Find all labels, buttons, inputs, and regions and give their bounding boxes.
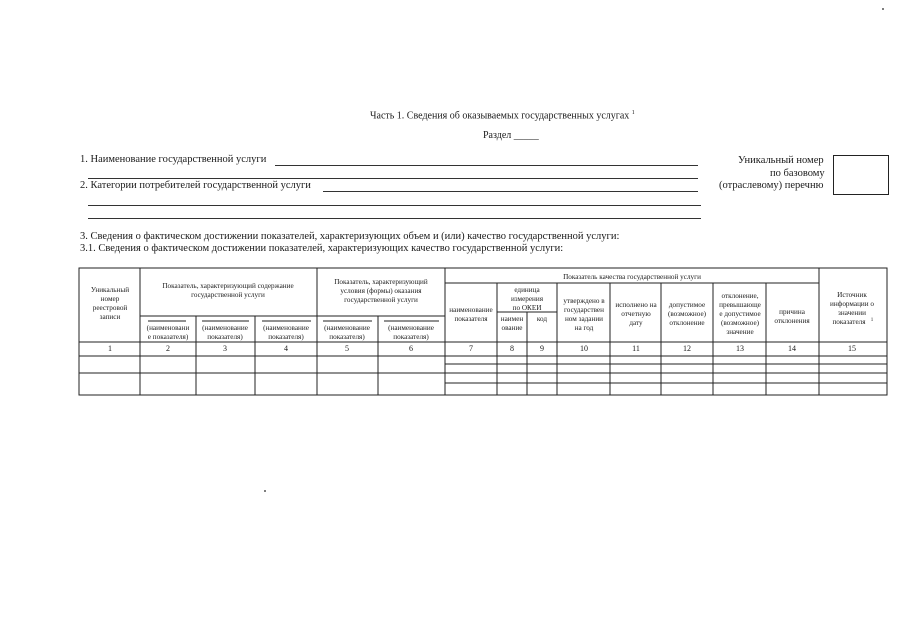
- executed-l2: отчетную: [621, 310, 651, 318]
- item3-label: 3. Сведения о фактическом достижении показателей, характеризующих объем и (или) качество государственной услуги:: [80, 231, 620, 242]
- item1-label: 1. Наименование государственной услуги: [80, 154, 267, 165]
- subname-col4-l1: (наименование: [263, 324, 309, 332]
- col1-header-l2: номер: [100, 295, 120, 303]
- subname-col6-l2: показателя): [393, 333, 429, 341]
- col-number-12: 12: [683, 344, 691, 353]
- col1-header-l3: реестровой: [92, 304, 128, 312]
- group-conditions-l1: Показатель, характеризующий: [334, 278, 428, 286]
- indicator-name-l2: показателя: [454, 315, 488, 323]
- col-number-15: 15: [848, 344, 856, 353]
- unit-name-l1: наимен: [500, 315, 524, 323]
- approved-l2: государствен: [564, 306, 604, 314]
- col-number-8: 8: [510, 344, 514, 353]
- allowed-dev-l1: допустимое: [668, 301, 706, 309]
- subname-col6-l1: (наименование: [388, 324, 434, 332]
- unit-code: код: [536, 315, 548, 323]
- reason-l1: причина: [779, 308, 805, 316]
- subname-col3-l2: показателя): [207, 333, 243, 341]
- group-content-l2: государственной услуги: [191, 291, 265, 299]
- group-quality: Показатель качества государственной услуги: [563, 273, 701, 281]
- part-title-text: Часть 1. Сведения об оказываемых государственных услугах: [370, 110, 630, 122]
- unit-name-l2: ование: [501, 324, 523, 332]
- source-l2: информации о: [829, 300, 875, 308]
- okei-l3: по ОКЕИ: [512, 304, 542, 312]
- col1-header-l4: записи: [99, 313, 121, 321]
- source-l3: значении: [838, 309, 866, 317]
- item2-label: 2. Категории потребителей государственной услуги: [80, 180, 311, 191]
- group-content-l1: Показатель, характеризующий содержание: [162, 282, 294, 290]
- exceed-dev-l3: е допустимое: [719, 310, 761, 318]
- unique-number-line2: по базовому: [770, 168, 825, 179]
- subname-col4-l2: показателя): [268, 333, 304, 341]
- col-number-6: 6: [409, 344, 413, 353]
- part-title-footnote: 1: [631, 110, 635, 116]
- col-number-14: 14: [788, 344, 796, 353]
- scan-speck-2: [264, 490, 266, 492]
- group-conditions-l3: государственной услуги: [344, 296, 418, 304]
- approved-l1: утверждено в: [563, 297, 605, 305]
- allowed-dev-l2: (возможное): [667, 310, 707, 318]
- col1-header-l1: Уникальный: [90, 286, 130, 294]
- subname-col3-l1: (наименование: [202, 324, 248, 332]
- allowed-dev-l3: отклонение: [669, 319, 705, 327]
- executed-l3: дату: [629, 319, 643, 327]
- col-number-4: 4: [284, 344, 288, 353]
- okei-l2: измерения: [510, 295, 544, 303]
- scan-speck-1: [882, 8, 884, 10]
- reason-l2: отклонения: [774, 317, 810, 325]
- unique-number-line3: (отраслевому) перечню: [719, 180, 824, 191]
- col-number-7: 7: [469, 344, 473, 353]
- indicator-name-l1: наименование: [449, 306, 493, 314]
- col-number-1: 1: [108, 344, 112, 353]
- unique-number-line1: Уникальный номер: [738, 155, 824, 166]
- group-conditions-l2: условия (формы) оказания: [340, 287, 422, 295]
- col-number-2: 2: [166, 344, 170, 353]
- subname-col5-l1: (наименование: [324, 324, 370, 332]
- exceed-dev-l2: превышающе: [719, 301, 761, 309]
- executed-l1: исполнено на: [615, 301, 657, 309]
- col-number-11: 11: [632, 344, 640, 353]
- col-number-9: 9: [540, 344, 544, 353]
- col-number-3: 3: [223, 344, 227, 353]
- exceed-dev-l5: значение: [726, 328, 754, 336]
- source-footnote: 1: [870, 318, 874, 323]
- col-number-13: 13: [736, 344, 744, 353]
- okei-l1: единица: [514, 286, 540, 294]
- source-l1: Источник: [837, 291, 867, 299]
- source-l4: показателя: [832, 318, 866, 326]
- subname-col5-l2: показателя): [329, 333, 365, 341]
- approved-l4: на год: [574, 324, 594, 332]
- section-label-text: Раздел: [483, 130, 512, 141]
- exceed-dev-l4: (возможное): [720, 319, 760, 327]
- subname-col2-l2: е показателя): [147, 333, 189, 341]
- col-number-5: 5: [345, 344, 349, 353]
- subname-col2-l1: (наименовани: [146, 324, 190, 332]
- section-blank: _____: [513, 130, 539, 141]
- item31-label: 3.1. Сведения о фактическом достижении показателей, характеризующих качество государственной услуги:: [80, 243, 564, 254]
- approved-l3: ном задании: [564, 315, 604, 323]
- col-number-10: 10: [580, 344, 588, 353]
- exceed-dev-l1: отклонение,: [721, 292, 759, 300]
